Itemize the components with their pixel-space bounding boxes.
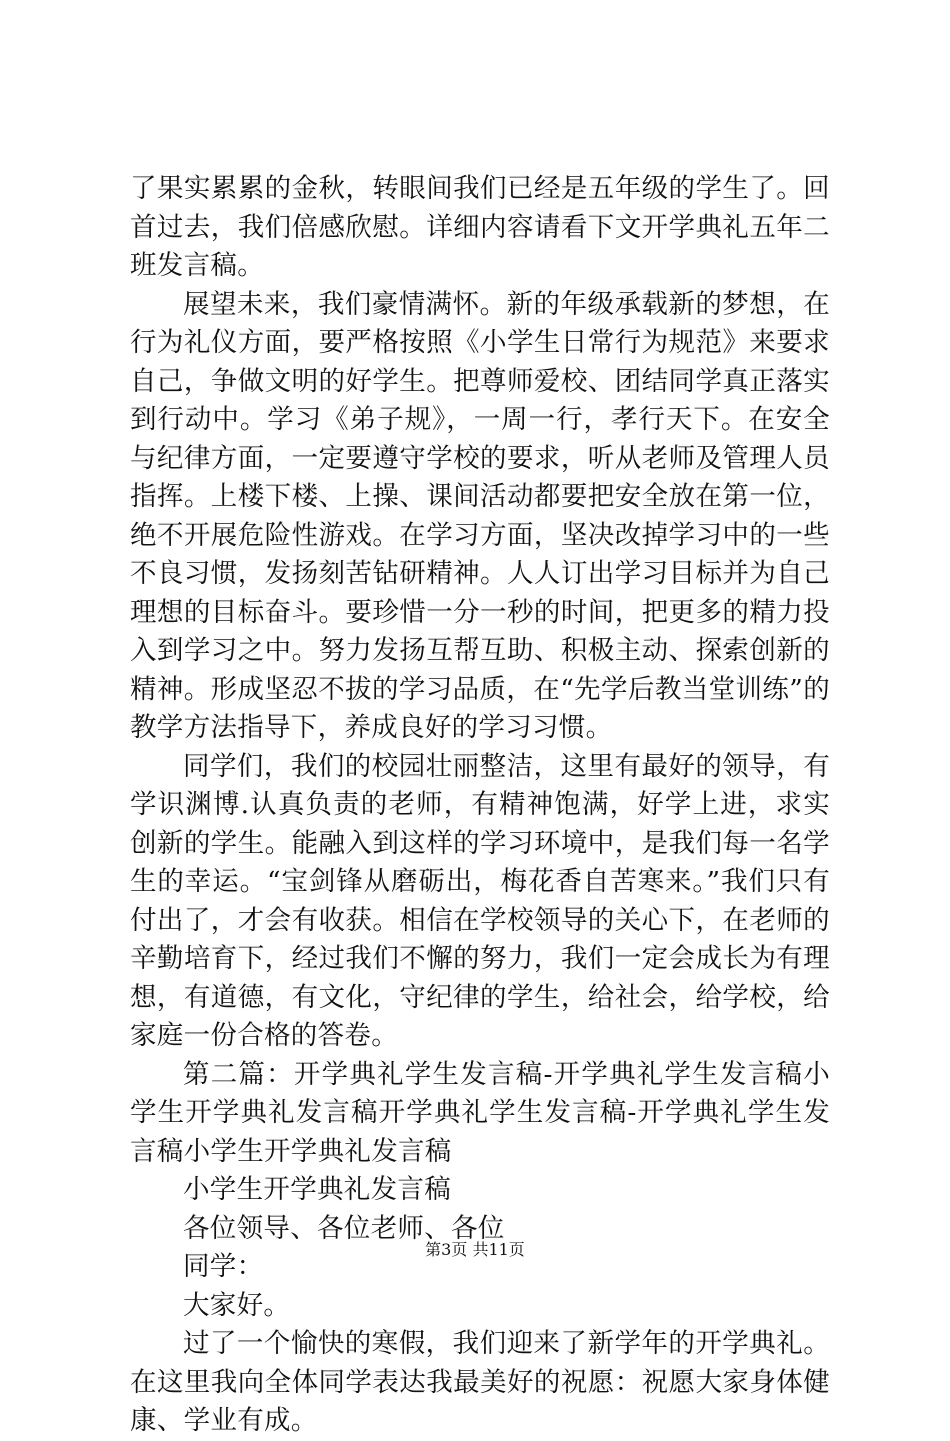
- paragraph-last: 过了一个愉快的寒假，我们迎来了新学年的开学典礼。在这里我向全体同学表达我最美好的祝愿：祝愿大家身体健康、学业有成。: [130, 1328, 830, 1436]
- salutation-line-1: 各位领导、各位老师、各位: [183, 1212, 505, 1244]
- paragraph-1: 了果实累累的金秋，转眼间我们已经是五年级的学生了。回首过去，我们倍感欣慰。详细内容请看下文开学典礼五年二班发言稿。: [130, 173, 830, 281]
- page-number-footer: 第3页 共11页: [425, 1240, 525, 1259]
- greeting: 大家好。: [183, 1289, 291, 1321]
- section-heading: 第二篇：开学典礼学生发言稿-开学典礼学生发言稿小学生开学典礼发言稿开学典礼学生发言稿-开学典礼学生发言稿小学生开学典礼发言稿: [130, 1058, 830, 1167]
- speech-title: 小学生开学典礼发言稿: [183, 1174, 451, 1205]
- paragraph-3: 同学们，我们的校园壮丽整洁，这里有最好的领导，有学识渊博.认真负责的老师，有精神饱满，好学上进，求实创新的学生。能融入到这样的学习环境中，是我们每一名学生的幸运。“宝剑锋从磨砺出，梅花香自苦寒来。”我们只有付出了，才会有收获。相信在学校领导的关心下，在老师的辛勤培育下，经过我们不懈的努力，我们一定会成长为有理想，有道德，有文化，守纪律的学生，给社会，给学校，给家庭一份合格的答卷。: [130, 750, 830, 1051]
- salutation-line-2: 同学：: [183, 1251, 264, 1282]
- paragraph-2: 展望未来，我们豪情满怀。新的年级承载新的梦想，在行为礼仪方面，要严格按照《小学生日常行为规范》来要求自己，争做文明的好学生。把尊师爱校、团结同学真正落实到行动中。学习《弟子规》，一周一行，孝行天下。在安全与纪律方面，一定要遵守学校的要求，听从老师及管理人员指挥。上楼下楼、上操、课间活动都要把安全放在第一位，绝不开展危险性游戏。在学习方面，坚决改掉学习中的一些不良习惯，发扬刻苦钻研精神。人人订出学习目标并为自己理想的目标奋斗。要珍惜一分一秒的时间，把更多的精力投入到学习之中。努力发扬互帮互助、积极主动、探索创新的精神。形成坚忍不拔的学习品质，在“先学后教当堂训练”的教学方法指导下，养成良好的学习习惯。: [130, 288, 830, 743]
